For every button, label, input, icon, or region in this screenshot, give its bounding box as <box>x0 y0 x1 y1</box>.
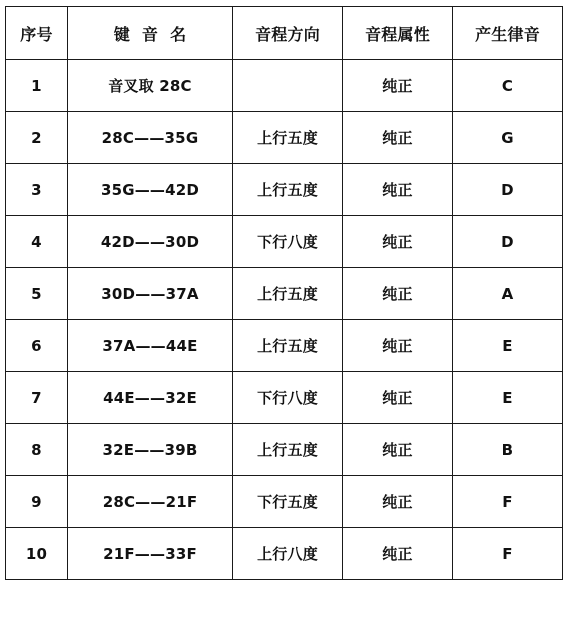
cell-note: C <box>453 60 563 112</box>
cell-key: 42D——30D <box>68 216 233 268</box>
cell-index: 8 <box>6 424 68 476</box>
cell-key: 35G——42D <box>68 164 233 216</box>
table-row <box>6 112 563 164</box>
cell-direction: 下行五度 <box>233 476 343 528</box>
table-row <box>6 372 563 424</box>
cell-note: D <box>453 216 563 268</box>
header-attribute: 音程属性 <box>343 7 453 60</box>
cell-direction: 上行五度 <box>233 320 343 372</box>
header-key-name <box>68 7 233 60</box>
header-key-char: 音 <box>141 24 159 44</box>
cell-key: 37A——44E <box>68 320 233 372</box>
table-row <box>6 424 563 476</box>
cell-index: 1 <box>6 60 68 112</box>
table-row <box>6 268 563 320</box>
cell-index: 5 <box>6 268 68 320</box>
cell-attribute: 纯正 <box>343 60 453 112</box>
header-key-char: 键 <box>113 24 130 44</box>
tuning-sequence-table <box>5 6 563 580</box>
cell-note: D <box>453 164 563 216</box>
cell-direction <box>233 60 343 112</box>
cell-attribute: 纯正 <box>343 372 453 424</box>
cell-note: B <box>453 424 563 476</box>
cell-key: 28C——35G <box>68 112 233 164</box>
cell-key: 30D——37A <box>68 268 233 320</box>
cell-note: G <box>453 112 563 164</box>
table-row <box>6 528 563 580</box>
table-header-row <box>6 7 563 60</box>
table-row <box>6 216 563 268</box>
cell-direction: 下行八度 <box>233 216 343 268</box>
cell-direction: 上行五度 <box>233 164 343 216</box>
cell-attribute: 纯正 <box>343 268 453 320</box>
cell-attribute: 纯正 <box>343 164 453 216</box>
cell-index: 3 <box>6 164 68 216</box>
cell-attribute: 纯正 <box>343 112 453 164</box>
cell-index: 10 <box>6 528 68 580</box>
header-direction: 音程方向 <box>233 7 343 60</box>
table-row <box>6 164 563 216</box>
header-note: 产生律音 <box>453 7 563 60</box>
header-key-char: 名 <box>170 24 187 44</box>
cell-direction: 上行五度 <box>233 424 343 476</box>
table-row <box>6 60 563 112</box>
cell-direction: 下行八度 <box>233 372 343 424</box>
cell-attribute: 纯正 <box>343 528 453 580</box>
cell-attribute: 纯正 <box>343 320 453 372</box>
cell-index: 2 <box>6 112 68 164</box>
cell-key: 28C——21F <box>68 476 233 528</box>
table-row <box>6 320 563 372</box>
cell-direction: 上行五度 <box>233 268 343 320</box>
cell-note: F <box>453 476 563 528</box>
table-row <box>6 476 563 528</box>
cell-direction: 上行八度 <box>233 528 343 580</box>
cell-attribute: 纯正 <box>343 216 453 268</box>
cell-index: 6 <box>6 320 68 372</box>
cell-index: 7 <box>6 372 68 424</box>
cell-index: 4 <box>6 216 68 268</box>
cell-attribute: 纯正 <box>343 424 453 476</box>
cell-note: E <box>453 372 563 424</box>
cell-key: 44E——32E <box>68 372 233 424</box>
cell-note: F <box>453 528 563 580</box>
cell-note: E <box>453 320 563 372</box>
cell-key: 32E——39B <box>68 424 233 476</box>
header-index: 序号 <box>6 7 68 60</box>
cell-direction: 上行五度 <box>233 112 343 164</box>
cell-key: 音叉取 28C <box>68 60 233 112</box>
cell-attribute: 纯正 <box>343 476 453 528</box>
cell-key: 21F——33F <box>68 528 233 580</box>
cell-note: A <box>453 268 563 320</box>
cell-index: 9 <box>6 476 68 528</box>
